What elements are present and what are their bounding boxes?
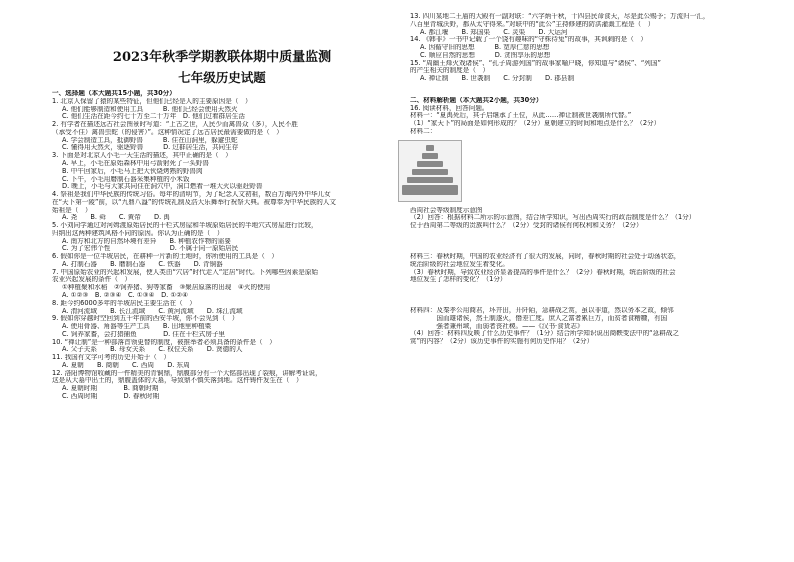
material-four xyxy=(410,307,762,346)
right-column xyxy=(410,13,762,346)
exam-title: 2023年秋季学期教联体期中质量监测 xyxy=(112,50,332,65)
text-line: 始祖是（ ） xyxy=(52,206,92,214)
text-line: ①种植聚和水稻 ②饲养猪、狗等家畜 ③聚居原落的出现 ④火的使用 xyxy=(62,284,271,292)
text-line: B. 中午回家后，小毛马上把大伙烧烤熟的野兽肉 xyxy=(62,167,203,175)
text-line: C. 饲养家畜，会打猎捕鱼 D. 住在干栏式房子里 xyxy=(62,330,226,338)
text-line: 1. 北京人保留了猿的某些特征，但他们已经是人的主要原因是（ ） xyxy=(52,97,252,105)
text-line: （1）“家天下”的局面是如何形成的？（2分）夏朝建立的时间和地点是什么？（2分） xyxy=(410,120,661,128)
text-line: 农业兴起发展的条件（ ） xyxy=(52,276,132,284)
text-line: D. 晚上，小毛与大家共同住在洞穴中，洞口燃着一堆大火以驱赶野兽 xyxy=(62,183,263,191)
text-line: A. 夏朝 B. 商朝 C. 西周 D. 东周 xyxy=(62,361,190,369)
text-line: 2. 有学者在描述远古社会图景时写道：“上古之世，人民少而禽兽众（多），人民不胜 xyxy=(52,121,298,129)
text-line: 国而雄诸侯，然王制遂灭，僭差亡度。庶人之富者累巨万，而贫者食糟糠，有国 xyxy=(410,314,668,322)
choice-questions-continued xyxy=(410,13,762,83)
text-line: A. 早上，小毛在原始森林中用弓箭射死了一头野兽 xyxy=(62,159,210,167)
text-line: A. 夏朝时期 B. 商朝时期 xyxy=(62,385,159,393)
pyramid-tier-5 xyxy=(407,177,453,183)
pyramid-tier-1 xyxy=(426,145,434,151)
text-line: C. 西周时期 D. 春秋时期 xyxy=(62,392,160,400)
text-line: 赏”的内容？（2分）该历史事件的实施有何历史作用？（2分） xyxy=(410,338,594,346)
left-question-list xyxy=(52,90,392,401)
text-line: 15. “周幽王烽火戏诸侯”、“孔子周游列国”的故事家喻户晓，你知道与“诸侯”、“列国” xyxy=(410,59,661,67)
text-line: 12. 洛阳博物馆收藏的一件精美的青铜鼎，鼎腹部分有一个大铭部出现了裂痕，讲解考证说， xyxy=(52,369,322,377)
text-line: 材料二： xyxy=(410,127,437,135)
text-line: A. 父子关系 B. 母女关系 C. 权位关系 D. 贤德的人 xyxy=(62,346,243,354)
text-line: A. ①②③ B. ②③④ C. ①③④ D. ①②④ xyxy=(62,291,189,299)
text-line: 14. 《韩非》一书中记载了一个饶有趣味的“守株待兔”的故事，其讽刺的是（ ） xyxy=(410,36,648,44)
text-line: 统治阶级的社会地位发生着变化。 xyxy=(410,260,509,268)
text-line: 的产生相关的制度是（ ） xyxy=(410,67,490,75)
text-line: 西周社会等级制度示意图 xyxy=(410,206,483,214)
text-line: 9. 假如你穿越时空回到五千年前的西安半坡，你不会见到（ ） xyxy=(52,315,239,323)
text-line: 在“天下第一陵”前，以“九鼎八簋”的传统礼制及浩大乐舞举行祝祭大典。被尊奉为中华民族的人文 xyxy=(52,198,337,206)
text-line: 材料四：及秦孝公用商君，坏井田，开阡陌，急耕战之赏，虽以非道，然以务本之故，倾邻 xyxy=(410,307,674,315)
text-line: 16. 阅读材料，回答问题。 xyxy=(410,104,489,112)
material-two-questions xyxy=(410,207,762,230)
text-line: A. 打制石器 B. 磨制石器 C. 铁器 D. 青铜器 xyxy=(62,260,223,268)
text-line: （2）回答：根据材料二所示的示意图，结合所学知识，写出西周实行的政治制度是什么？（1分） xyxy=(410,214,696,222)
text-line: 3. 下面是对北京人小毛一天生活的描述，其中正确的是（ ） xyxy=(52,152,232,160)
text-line: A. 他们能够制造和使用工具 B. 他们已经会使用天然火 xyxy=(62,105,238,113)
text-line: A. 禅让制 B. 世袭制 C. 分封制 D. 郡县制 xyxy=(420,75,575,83)
pyramid-tier-4 xyxy=(412,169,448,175)
text-line: （4）回答：材料四反映了什么历史事件？（1分）结合所学知识说出商鞅变法中的“急耕战之 xyxy=(410,330,679,338)
text-line: A. 因循守旧的思想 B. 宽厚仁慈的思想 xyxy=(420,44,550,52)
text-line: 强者兼州域，而弱者丧社稷。——《汉书·食货志》 xyxy=(410,322,584,330)
text-line: 5. 小刘同学通过对河姆渡原始居民的干栏式房屋和半坡原始居民的半地穴式房屋进行比较， xyxy=(52,222,318,230)
text-line: 8. 距今约6000多年的半坡居民主要生活在（ ） xyxy=(52,299,196,307)
text-line: 位于西周第二等级的贵族叫什么？（2分）受封的诸侯有何权利和义务？（2分） xyxy=(410,222,643,230)
text-line: 10. “禅让制”是一种部落首领更替的制度，被推举者必须具备的条件是（ ） xyxy=(52,338,276,346)
text-line: A. 都江堰 B. 郑国渠 C. 灵渠 D. 大运河 xyxy=(420,28,568,36)
text-line: 地位发生了怎样的变化？（1分） xyxy=(410,276,507,284)
text-line: 一、选择题（本大题共15小题，共30分） xyxy=(52,90,176,98)
text-line: A. 使用骨器、角器等生产工具 B. 田地里种植粟 xyxy=(62,323,212,331)
text-line: 11. 我国有文字可考的历史开始于（ ） xyxy=(52,354,171,362)
text-line: （承受不住）禽兽虫蛇（的侵害）”。这种情况定了远古居民最需要做的是（ ） xyxy=(52,128,283,136)
hierarchy-pyramid-figure xyxy=(398,140,462,202)
pyramid-tier-6 xyxy=(402,185,458,195)
text-line: （3）春秋时期，导致农业经济显著提高的事件是什么？（2分）春秋时期，统治阶级的社会 xyxy=(410,268,676,276)
text-line: 二、材料解析题（本大题共2小题，共30分） xyxy=(410,96,543,104)
text-line: A. 尧 B. 舜 C. 黄帝 D. 禹 xyxy=(62,214,170,222)
pyramid-tier-3 xyxy=(417,161,443,167)
text-line: 4. 祭祖是我们中华民族的传统习俗。每年的清明节，为了纪念人文初祖，数百万海内外中华儿女 xyxy=(52,191,331,199)
text-line: C. 他们生活在距今约七十万至二十万年 D. 他们过着群居生活 xyxy=(62,113,245,121)
text-line: A. 南方和北方的自然环境有差异 B. 种植农作物的需要 xyxy=(62,237,231,245)
text-line: 归纳出这两种建筑风格不同的原因。你认为正确的是（ ） xyxy=(52,229,224,237)
text-line: 这是从大墓中出土的，鼎腹盖体的大墓，导致鼎不慎失落到地。这件铸件发生在（ ） xyxy=(52,377,303,385)
text-line: C. 顺应自然的思想 D. 贪图享乐的思想 xyxy=(420,51,551,59)
exam-subtitle: 七年级历史试题 xyxy=(178,70,266,86)
text-line: A. 学会制造工具，抵御野兽 B. 住在山洞里，躲避虫蛇 xyxy=(62,136,238,144)
text-line: A. 渭河流域 B. 长江流域 C. 黄河流域 D. 珠江流域 xyxy=(62,307,243,315)
material-three xyxy=(410,253,762,284)
text-line: C. 为了宏伟个性 D. 不属于同一原始居民 xyxy=(62,245,239,253)
text-line: C. 下午，小毛用磨制石器采集种植的小米饭 xyxy=(62,175,190,183)
text-line: 7. 中国原始农业的兴起和发展，使人类由“穴居”时代走入“定居”时代。下列哪些因素是原始 xyxy=(52,268,319,276)
pyramid-tier-2 xyxy=(422,153,438,159)
text-line: 材料三：春秋时期，中国的农业经济有了很大的发展，同时，春秋时期的社会处于动荡状态， xyxy=(410,253,681,261)
text-line: 材料一：“夏禹死后，其子启继承了王位，从此……禅让制被世袭制所代替。” xyxy=(410,112,632,120)
text-line: 八百里青城沃野，都从太守得来。”对联中的“此公”主持修建的防洪灌溉工程是（ ） xyxy=(410,20,655,28)
left-column xyxy=(52,0,392,401)
text-line: 13. 四川某地二王庙的大殿有一副对联：“六字炳千秋，十四县民命食天，尽是此公赐予；万流归一汇， xyxy=(410,13,710,20)
text-line: 6. 假如你是一位半坡居民，在耕种一片新的土地时，你所使用的工具是（ ） xyxy=(52,253,278,261)
material-analysis-section xyxy=(410,97,762,136)
text-line: C. 懂得用天然火，驱逐野兽 D. 过群居生活，共同生存 xyxy=(62,144,239,152)
